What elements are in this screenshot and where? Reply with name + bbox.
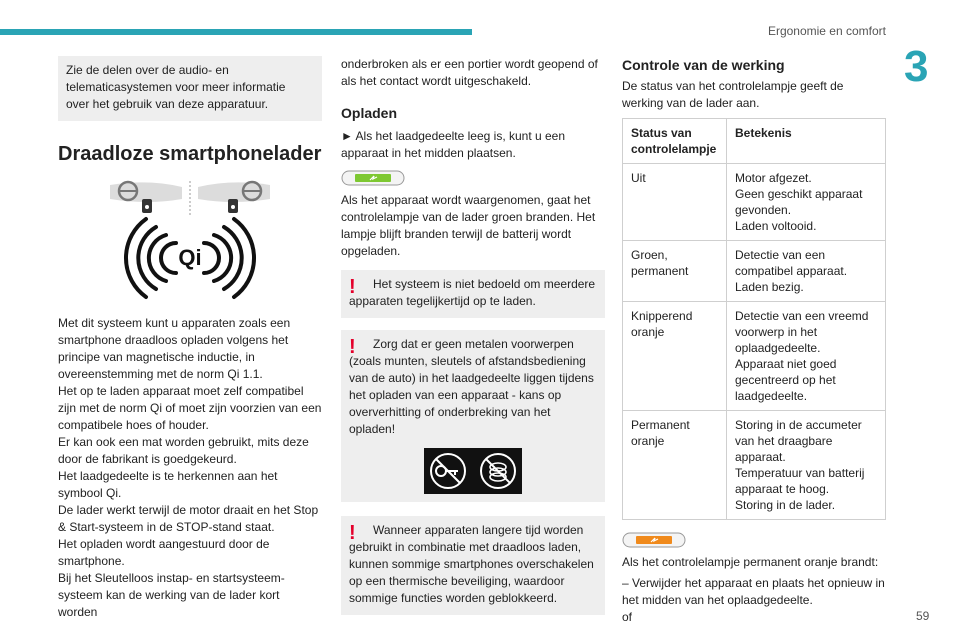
description-text	[58, 315, 322, 621]
chapter-number: 3	[904, 42, 929, 91]
meaning-line: Temperatuur van batterij apparaat te hoog.	[735, 466, 865, 496]
no-metal-objects-icon	[424, 448, 522, 494]
status-cell: Groen, permanent	[623, 241, 727, 302]
warning-text: Zorg dat er geen metalen voorwerpen (zoals munten, sleutels of afstandsbediening van de auto) in het laadgedeelte liggen tijdens het opladen van een apparaat - kans op oververhitting of onderbreking van het opladen!	[349, 337, 594, 436]
meaning-line: Apparaat niet goed gecentreerd op het laadgedeelte.	[735, 357, 837, 403]
info-text: Zie de delen over de audio- en telematicasystemen voor meer informatie over het gebruik van deze apparatuur.	[66, 63, 286, 111]
header-accent-bar	[0, 29, 472, 35]
table-row	[623, 411, 886, 520]
table-header: Status van controlelampje	[623, 119, 727, 164]
meaning-cell	[727, 411, 886, 520]
action-item: – Verwijder het apparaat en plaats het opnieuw in het midden van het oplaadgedeelte.	[622, 576, 885, 607]
warning-box	[341, 516, 605, 615]
warning-icon: !	[349, 522, 356, 544]
table-header: Betekenis	[727, 119, 886, 164]
left-hand-drive-icon	[110, 182, 182, 213]
qi-label: Qi	[178, 245, 202, 270]
charger-location-diagram	[58, 177, 322, 305]
paragraph: Er kan ook een mat worden gebruikt, mits deze door de fabrikant is goedgekeurd.	[58, 435, 309, 466]
paragraph: Bij het Sleutelloos instap- en startsysteem-systeem kan de werking van de lader kort worden	[58, 571, 285, 619]
status-table	[622, 118, 886, 520]
table-row	[623, 164, 886, 241]
meaning-line: Detectie van een vreemd voorwerp in het oplaadgedeelte.	[735, 309, 869, 355]
warning-text: Het systeem is niet bedoeld om meerdere apparaten tegelijkertijd op te laden.	[349, 277, 596, 308]
meaning-line: Laden bezig.	[735, 280, 804, 294]
detection-text: Als het apparaat wordt waargenomen, gaat het controlelampje van de lader groen branden. Het lampje blijft branden terwijl de batterij wordt opgeladen.	[341, 193, 596, 258]
meaning-line: Storing in de accumeter van het draagbare apparaat.	[735, 418, 862, 464]
warning-icon: !	[349, 336, 356, 358]
meaning-cell	[727, 302, 886, 411]
status-cell: Knipperend oranje	[623, 302, 727, 411]
meaning-line: Detectie van een compatibel apparaat.	[735, 248, 848, 278]
warning-box	[341, 330, 605, 502]
status-cell: Permanent oranje	[623, 411, 727, 520]
warning-text: Wanneer apparaten langere tijd worden gebruikt in combinatie met draadloos laden, kunnen sommige smartphones overschakelen op een thermische beveiliging, waardoor sommige functies worden geblokkeerd.	[349, 523, 594, 605]
continuation-text: onderbroken als er een portier wordt geopend of als het contact wordt uitgeschakeld.	[341, 57, 598, 88]
charger-illustration	[58, 177, 322, 305]
charging-step: ► Als het laadgedeelte leeg is, kunt u een apparaat in het midden plaatsen.	[341, 129, 566, 160]
meaning-line: Geen geschikt apparaat gevonden.	[735, 187, 863, 217]
main-heading: Draadloze smartphonelader	[58, 143, 322, 165]
control-intro: De status van het controlelampje geeft de werking van de lader aan.	[622, 79, 844, 110]
column-2	[341, 56, 605, 615]
warning-box	[341, 270, 605, 318]
table-row	[623, 241, 886, 302]
meaning-cell	[727, 241, 886, 302]
meaning-line: Motor afgezet.	[735, 171, 812, 185]
control-heading: Controle van de werking	[622, 57, 785, 73]
column-1	[58, 56, 322, 621]
orange-lamp-icon	[622, 532, 686, 548]
orange-lamp-text: Als het controlelampje permanent oranje brandt:	[622, 555, 879, 569]
green-lamp-icon	[341, 170, 405, 186]
warning-icon: !	[349, 276, 356, 298]
paragraph: Met dit systeem kunt u apparaten zoals een smartphone draadloos opladen volgens het principe van magnetische inductie, in overeenstemming met de norm Qi 1.1.	[58, 316, 291, 381]
page-number: 59	[916, 609, 930, 623]
right-hand-drive-icon	[198, 182, 270, 213]
paragraph: Het laadgedeelte is te herkennen aan het symbool Qi.	[58, 469, 278, 500]
paragraph: De lader werkt terwijl de motor draait en het Stop & Start-systeem in de STOP-stand staat.	[58, 503, 319, 534]
info-box	[58, 56, 322, 121]
meaning-cell	[727, 164, 886, 241]
paragraph: Het opladen wordt aangestuurd door de smartphone.	[58, 537, 270, 568]
status-cell: Uit	[623, 164, 727, 241]
table-row	[623, 302, 886, 411]
section-title: Ergonomie en comfort	[767, 24, 886, 38]
paragraph: Het op te laden apparaat moet zelf compatibel zijn met de norm Qi of moet zijn voorzien van een compatibele hoes of houder.	[58, 384, 322, 432]
meaning-line: Storing in de lader.	[735, 498, 836, 512]
column-3	[622, 56, 886, 626]
charging-heading: Opladen	[341, 105, 398, 121]
meaning-line: Laden voltooid.	[735, 219, 817, 233]
table-header-row	[623, 119, 886, 164]
or-text: of	[622, 610, 633, 624]
